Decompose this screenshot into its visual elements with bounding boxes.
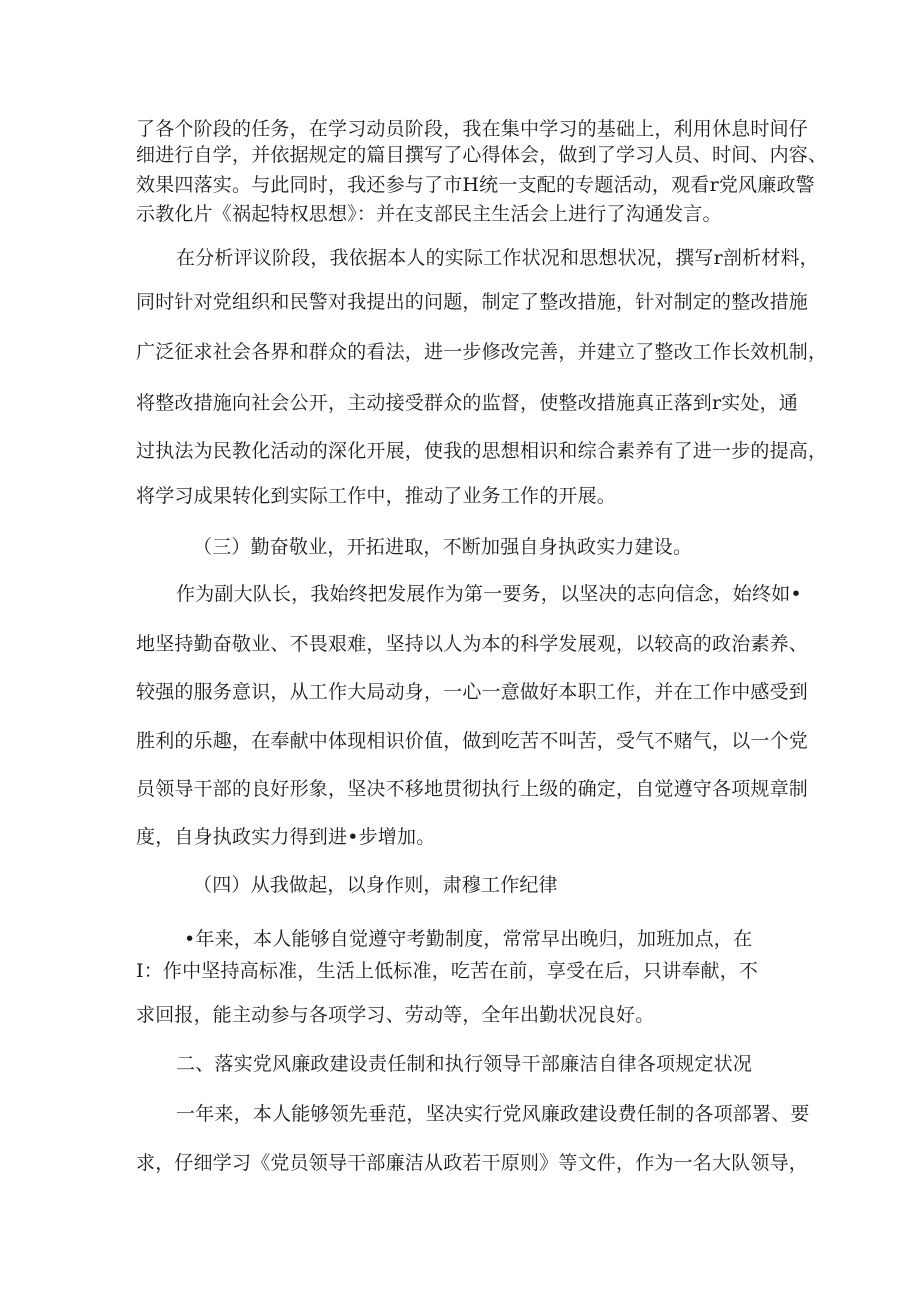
paragraph-line: 地坚持勤奋敬业、不畏艰难，坚持以人为本的科学发展观，以较高的政治素养、 xyxy=(136,633,809,655)
paragraph-line: 细进行自学，并依据规定的篇目撰写了心得体会，做到了学习人员、时间、内容、 xyxy=(136,144,828,166)
section-heading: （三）勤奋敬业，开拓进取，不断加强自身执政实力建设。 xyxy=(193,536,693,558)
paragraph-line: 同时针对党组织和民警对我提出的问题，制定了整改措施，针对制定的整改措施 xyxy=(136,291,809,313)
paragraph-line: 胜利的乐趣，在奉献中体现相识价值，做到吃苦不叫苦，受气不赌气，以一个党 xyxy=(136,730,809,752)
paragraph-line: 员领导干部的良好形象，坚决不移地贯彻执行上级的确定，自觉遵守各项规章制 xyxy=(136,778,809,800)
paragraph-line: 在分析评议阶段，我依据本人的实际工作状况和思想状况，撰写r剖析材料， xyxy=(176,247,819,269)
paragraph-line: 一年来，本人能够领先垂范，坚决实行党风廉政建设费任制的各项部署、要 xyxy=(176,1103,810,1125)
paragraph-line: 广泛征求社会各界和群众的看法，进一步修改完善，并建立了整改工作长效机制， xyxy=(136,341,828,363)
paragraph-line: 了各个阶段的任务，在学习动员阶段，我在集中学习的基础上，利用休息时间仔 xyxy=(136,118,809,140)
paragraph-line: •年来，本人能够自觉遵守考勤制度，常常早出晚归，加班加点，在 xyxy=(184,928,753,950)
paragraph-line: I：作中坚持高标准，生活上低标准，吃苦在前，享受在后，只讲奉献，不 xyxy=(136,960,759,982)
paragraph-line: 示教化片《祸起特权思想》：并在支部民主生活会上进行了沟通发言。 xyxy=(136,203,722,225)
paragraph-line: 求，仔细学习《党员领导干部廉洁从政若干原则》等文件，作为一名大队领导， xyxy=(136,1152,809,1174)
paragraph-line: 效果四落实。与此同时，我还参与了市H统一支配的专题活动，观看r党风廉政警 xyxy=(136,174,815,196)
paragraph-line: 将整改措施向社会公开，主动接受群众的监督，使整改措施真正落到r实处，通 xyxy=(136,392,799,414)
section-heading: （四）从我做起，以身作则，肃穆工作纪律 xyxy=(193,874,558,896)
paragraph-line: 将学习成果转化到实际工作中，推动了业务工作的开展。 xyxy=(136,485,617,507)
paragraph-line: 求回报，能主动参与各项学习、劳动等，全年出勤状况良好。 xyxy=(136,1004,655,1026)
paragraph-line: 度，自身执政实力得到进•步增加。 xyxy=(136,826,436,848)
paragraph-line: 过执法为民教化活动的深化开展，使我的思想相识和综合素养有了进一步的提高， xyxy=(136,440,828,462)
paragraph-line: 较强的服务意识，从工作大局动身，一心一意做好本职工作，并在工作中感受到 xyxy=(136,681,809,703)
section-heading: 二、落实党风廉政建设责任制和执行领导干部廉洁自律各项规定状况 xyxy=(176,1053,753,1075)
paragraph-line: 作为副大队长，我始终把发展作为第一要务，以坚决的志向信念，始终如• xyxy=(176,583,802,605)
